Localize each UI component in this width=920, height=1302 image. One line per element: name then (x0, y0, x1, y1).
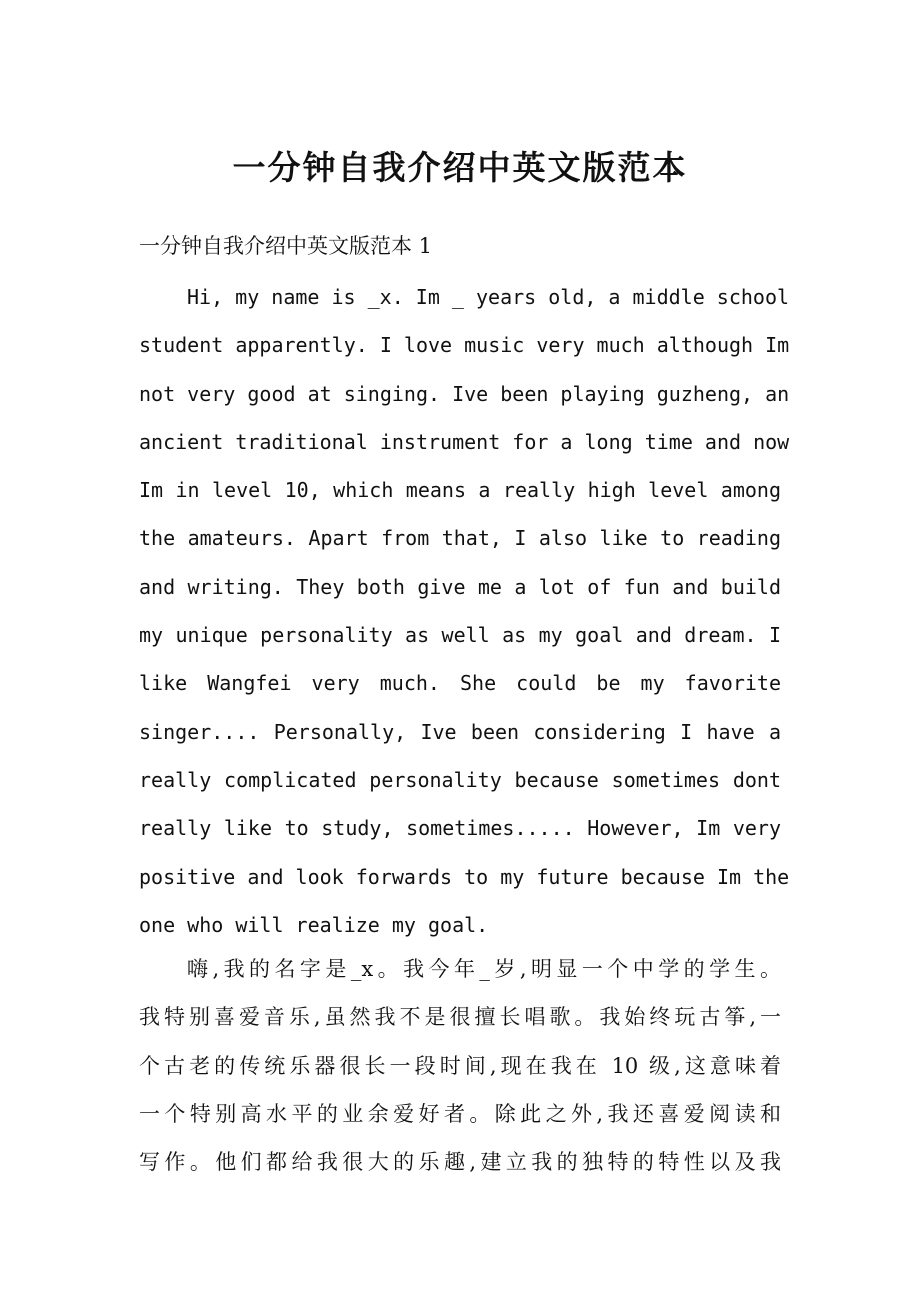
paragraph-line: and writing. They both give me a lot of fun and build (139, 574, 781, 599)
paragraph-line: really like to study, sometimes..... However, Im very (139, 816, 781, 841)
paragraph-line: 个古老的传统乐器很长一段时间,现在我在 10 级,这意味着 (139, 1053, 781, 1078)
paragraph-line: Hi, my name is _x. Im _ years old, a middle school (187, 285, 790, 309)
document-title: 一分钟自我介绍中英文版范本 (232, 148, 688, 187)
paragraph-line: Im in level 10, which means a really high level among (139, 478, 781, 503)
paragraph-line: ancient traditional instrument for a long time and now (139, 429, 790, 454)
paragraph-line: one who will realize my goal. (139, 912, 489, 937)
paragraph-line: positive and look forwards to my future because Im the (139, 864, 790, 889)
paragraph-line: 写作。他们都给我很大的乐趣,建立我的独特的特性以及我 (139, 1150, 781, 1175)
paragraph-line: really complicated personality because sometimes dont (139, 767, 781, 792)
paragraph-line: not very good at singing. Ive been playing guzheng, an (139, 381, 790, 406)
paragraph-line: student apparently. I love music very much although Im (139, 333, 790, 358)
paragraph-line: like Wangfei very much. She could be my favorite (139, 671, 781, 696)
paragraph-line: the amateurs. Apart from that, I also like to reading (139, 526, 781, 551)
paragraph-line: my unique personality as well as my goal and dream. I (139, 623, 781, 648)
chinese-paragraph (139, 945, 781, 1186)
paragraph-line: 一个特别高水平的业余爱好者。除此之外,我还喜爱阅读和 (139, 1101, 781, 1126)
section-heading: 一分钟自我介绍中英文版范本 1 (139, 234, 433, 258)
english-paragraph (139, 273, 790, 949)
paragraph-line: 我特别喜爱音乐,虽然我不是很擅长唱歌。我始终玩古筝,一 (139, 1005, 781, 1030)
paragraph-line: singer.... Personally, Ive been considering I have a (139, 719, 781, 744)
paragraph-line: 嗨,我的名字是_x。我今年_岁,明显一个中学的学生。 (187, 957, 781, 981)
